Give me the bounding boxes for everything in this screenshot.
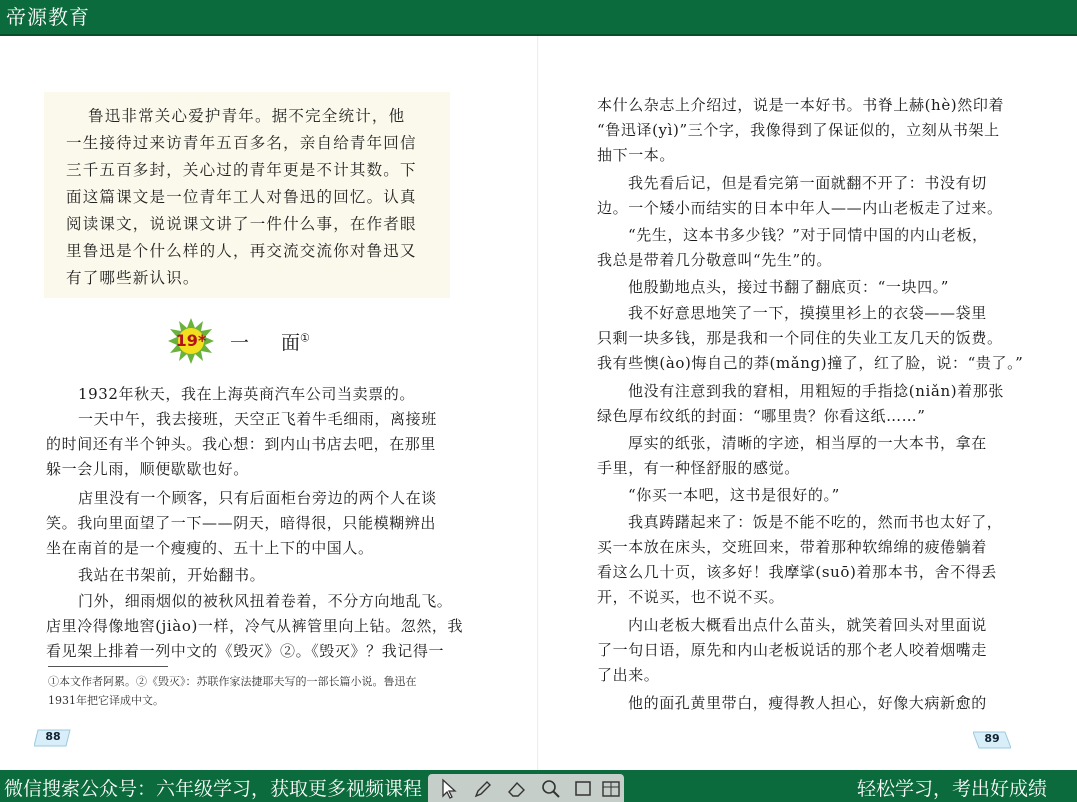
text-line: 只剩一块多钱，那是我和一个同住的失业工友几天的饭费。 xyxy=(597,329,1003,347)
intro-line: 有了哪些新认识。 xyxy=(66,269,200,287)
text-line: 笑。我向里面望了一下——阴天，暗得很，只能模糊辨出 xyxy=(46,514,437,532)
eraser-icon[interactable] xyxy=(506,778,528,800)
text-line: 手里，有一种怪舒服的感觉。 xyxy=(597,459,800,477)
text-line: 看这么几十页，该多好！我摩挲(suō)着那本书，舍不得丢 xyxy=(597,563,997,581)
text-line: 了出来。 xyxy=(597,666,660,684)
intro-line: 里鲁迅是个什么样的人，再交流交流你对鲁迅又 xyxy=(66,242,417,260)
footer-promo-text: 微信搜索公众号：六年级学习，获取更多视频课程 xyxy=(4,778,423,800)
footnote-divider xyxy=(48,666,168,667)
text-line: 坐在南首的是一个瘦瘦的、五十上下的中国人。 xyxy=(46,539,374,557)
square-icon[interactable] xyxy=(572,778,594,800)
text-line: 内山老板大概看出点什么苗头，就笑着回头对里面说 xyxy=(628,616,987,634)
intro-line: 三千五百多封，关心过的青年更是不计其数。下 xyxy=(66,161,417,179)
text-line: 的时间还有半个钟头。我心想：到内山书店去吧，在那里 xyxy=(46,435,437,453)
text-line: 他的面孔黄里带白，瘦得教人担心，好像大病新愈的 xyxy=(628,694,987,712)
text-line: 1932年秋天，我在上海英商汽车公司当卖票的。 xyxy=(78,385,415,403)
lesson-number-badge xyxy=(168,318,214,364)
top-banner xyxy=(0,0,1077,36)
text-line: 抽下一本。 xyxy=(597,146,676,164)
right-page xyxy=(539,36,1077,770)
text-line: 绿色厚布纹纸的封面：“哪里贵？你看这纸……” xyxy=(597,407,926,425)
page-number-right xyxy=(973,730,1011,750)
search-icon[interactable] xyxy=(540,778,562,800)
text-line: 买一本放在床头，交班回来，带着那种软绵绵的疲倦躺着 xyxy=(597,538,988,556)
text-line: 他殷勤地点头，接过书翻了翻底页：“一块四。” xyxy=(628,278,950,296)
text-line: 他没有注意到我的窘相，用粗短的手指捻(niǎn)着那张 xyxy=(628,382,1004,400)
image-icon[interactable] xyxy=(600,778,622,800)
footnote-line: ①本文作者阿累。②《毁灭》：苏联作家法捷耶夫写的一部长篇小说。鲁迅在 xyxy=(48,675,417,688)
text-line: 躲一会儿雨，顺便歇歇也好。 xyxy=(46,460,249,478)
lesson-number: 19* xyxy=(175,331,207,350)
footnote-mark: ① xyxy=(300,331,310,345)
cursor-icon[interactable] xyxy=(438,778,460,800)
left-page xyxy=(0,36,538,770)
text-line: 我有些懊(ào)悔自己的莽(mǎng)撞了，红了脸，说：“贵了。” xyxy=(597,354,1024,372)
lesson-title xyxy=(281,328,310,355)
text-line: 我不好意思地笑了一下，摸摸里衫上的衣袋——袋里 xyxy=(628,304,987,322)
intro-line: 阅读课文，说说课文讲了一件什么事，在作者眼 xyxy=(66,215,417,233)
intro-line: 一生接待过来访青年五百多名，亲自给青年回信 xyxy=(66,134,417,152)
text-line: “鲁迅译(yì)”三个字，我像得到了保证似的，立刻从书架上 xyxy=(597,121,1000,139)
page-number-text: 89 xyxy=(984,732,1000,745)
text-line: 看见架上排着一列中文的《毁灭》②。《毁灭》？我记得一 xyxy=(46,642,445,660)
page-number-left xyxy=(34,728,72,748)
text-line: 我总是带着几分敬意叫“先生”的。 xyxy=(597,251,832,269)
text-line: 了一句日语，原先和内山老板说话的那个老人咬着烟嘴走 xyxy=(597,641,988,659)
page-number-text: 88 xyxy=(45,730,61,743)
text-line: 门外，细雨烟似的被秋风扭着卷着，不分方向地乱飞。 xyxy=(78,592,453,610)
text-line: 开，不说买，也不说不买。 xyxy=(597,588,785,606)
text-line: 边。一个矮小而结实的日本中年人——内山老板走了过来。 xyxy=(597,199,1003,217)
text-line: “先生，这本书多少钱？”对于同情中国的内山老板， xyxy=(628,226,988,244)
text-line: 我站在书架前，开始翻书。 xyxy=(78,566,266,584)
text-line: 本什么杂志上介绍过，说是一本好书。书脊上赫(hè)然印着 xyxy=(597,96,1005,114)
text-line: 厚实的纸张，清晰的字迹，相当厚的一大本书，拿在 xyxy=(628,434,987,452)
footnote-line: 1931年把它译成中文。 xyxy=(48,694,164,707)
text-line: 我先看后记，但是看完第一面就翻不开了：书没有切 xyxy=(628,174,987,192)
text-line: 一天中午，我去接班，天空正飞着牛毛细雨，离接班 xyxy=(78,410,437,428)
text-line: “你买一本吧，这书是很好的。” xyxy=(628,486,840,504)
intro-line: 鲁迅非常关心爱护青年。据不完全统计，他 xyxy=(88,107,406,125)
text-line: 我真踌躇起来了：饭是不能不吃的，然而书也太好了， xyxy=(628,513,1003,531)
footer-slogan: 轻松学习，考出好成绩 xyxy=(856,778,1047,800)
text-line: 店里没有一个顾客，只有后面柜台旁边的两个人在谈 xyxy=(78,489,437,507)
annotation-toolbar xyxy=(428,774,624,802)
brand-title: 帝源教育 xyxy=(6,5,90,29)
pen-icon[interactable] xyxy=(472,778,494,800)
lesson-title-char: 面 xyxy=(281,332,301,354)
lesson-title-char: 一 xyxy=(230,332,250,354)
text-line: 店里冷得像地窖(jiào)一样，冷气从裤管里向上钻。忽然，我 xyxy=(46,617,464,635)
intro-line: 面这篇课文是一位青年工人对鲁迅的回忆。认真 xyxy=(66,188,417,206)
lesson-intro-box xyxy=(44,92,450,298)
